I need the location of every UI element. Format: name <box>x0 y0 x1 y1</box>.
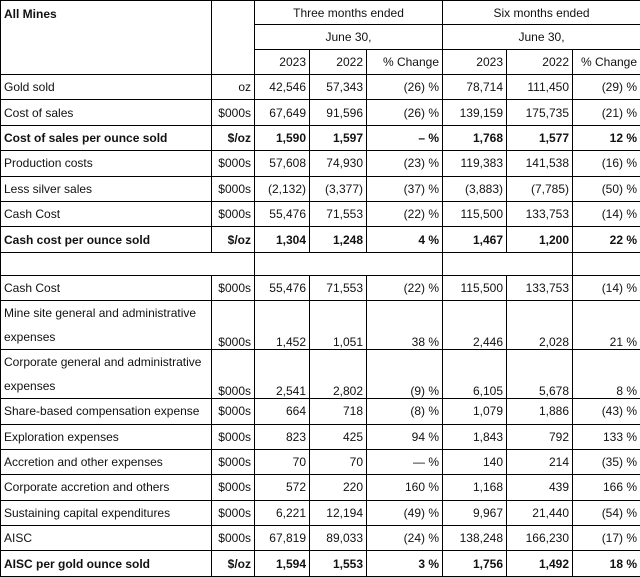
cell-hchg: (29) % <box>573 75 640 100</box>
table-row <box>1 100 640 125</box>
cell-h23: 1,756 <box>443 551 507 576</box>
spacer-cell <box>443 252 573 275</box>
cell-q23: 67,819 <box>255 526 310 551</box>
cell-h22: (7,785) <box>507 176 573 201</box>
cell-q23: 1,452 <box>255 301 310 350</box>
cell-hchg: (54) % <box>573 500 640 525</box>
cell-h22: 133,753 <box>507 275 573 300</box>
cell-h23: 6,105 <box>443 350 507 399</box>
cell-qchg: – % <box>367 125 443 150</box>
cell-label: AISC per gold ounce sold <box>1 551 212 576</box>
table-row <box>1 201 640 226</box>
h-2022-header: 2022 <box>507 50 573 75</box>
q-2022-header: 2022 <box>310 50 367 75</box>
spacer-cell <box>573 252 640 275</box>
cell-h23: 138,248 <box>443 526 507 551</box>
table-row <box>1 449 640 474</box>
table-row <box>1 125 640 150</box>
cell-h23: 119,383 <box>443 151 507 176</box>
cell-label: Cost of sales <box>1 100 212 125</box>
cell-q22: 70 <box>310 449 367 474</box>
table-row <box>1 75 640 100</box>
table-row <box>1 475 640 500</box>
cell-unit: $000s <box>212 151 255 176</box>
cell-label: Sustaining capital expenditures <box>1 500 212 525</box>
cell-hchg: 166 % <box>573 475 640 500</box>
cell-hchg: (17) % <box>573 526 640 551</box>
cell-qchg: (8) % <box>367 399 443 424</box>
cell-label: Mine site general and administrative expenses <box>1 301 212 350</box>
cell-h23: 78,714 <box>443 75 507 100</box>
table-row <box>1 227 640 252</box>
cell-qchg: 4 % <box>367 227 443 252</box>
cell-qchg: (24) % <box>367 526 443 551</box>
unit-header <box>212 1 255 75</box>
cell-q22: 71,553 <box>310 201 367 226</box>
cell-qchg: (23) % <box>367 151 443 176</box>
cell-h23: 9,967 <box>443 500 507 525</box>
cell-qchg: (26) % <box>367 100 443 125</box>
cell-q23: 1,590 <box>255 125 310 150</box>
cell-label: Corporate general and administrative expenses <box>1 350 212 399</box>
cell-unit: $/oz <box>212 125 255 150</box>
six-months-header: Six months ended <box>443 1 640 25</box>
cell-unit: $000s <box>212 399 255 424</box>
table-row <box>1 350 640 399</box>
cell-qchg: — % <box>367 449 443 474</box>
cell-unit: $000s <box>212 475 255 500</box>
cell-q23: 1,304 <box>255 227 310 252</box>
cell-h22: 111,450 <box>507 75 573 100</box>
spacer-cell <box>255 252 443 275</box>
table-row <box>1 301 640 350</box>
cell-unit: $000s <box>212 301 255 350</box>
h-change-header: % Change <box>573 50 640 75</box>
spacer-cell <box>1 252 255 275</box>
cell-h22: 1,200 <box>507 227 573 252</box>
cell-q22: 74,930 <box>310 151 367 176</box>
cell-hchg: (50) % <box>573 176 640 201</box>
cell-q22: 718 <box>310 399 367 424</box>
cell-q23: 6,221 <box>255 500 310 525</box>
cell-unit: $000s <box>212 350 255 399</box>
cell-h22: 133,753 <box>507 201 573 226</box>
table-title: All Mines <box>1 1 212 75</box>
cell-q22: 57,343 <box>310 75 367 100</box>
cell-q23: 823 <box>255 424 310 449</box>
cell-hchg: (16) % <box>573 151 640 176</box>
cell-q22: 2,802 <box>310 350 367 399</box>
cell-hchg: (35) % <box>573 449 640 474</box>
cell-label: Share-based compensation expense <box>1 399 212 424</box>
cell-q22: 1,553 <box>310 551 367 576</box>
three-months-header: Three months ended <box>255 1 443 25</box>
cell-h22: 1,577 <box>507 125 573 150</box>
cell-hchg: 133 % <box>573 424 640 449</box>
cell-unit: $000s <box>212 424 255 449</box>
cell-q23: 57,608 <box>255 151 310 176</box>
cell-qchg: (37) % <box>367 176 443 201</box>
cell-label: Gold sold <box>1 75 212 100</box>
cell-h22: 175,735 <box>507 100 573 125</box>
cell-q22: 91,596 <box>310 100 367 125</box>
cell-h23: 1,843 <box>443 424 507 449</box>
cell-label: Less silver sales <box>1 176 212 201</box>
cell-q23: 2,541 <box>255 350 310 399</box>
cell-unit: $000s <box>212 176 255 201</box>
cell-unit: $000s <box>212 201 255 226</box>
cell-h23: (3,883) <box>443 176 507 201</box>
q-2023-header: 2023 <box>255 50 310 75</box>
cell-q23: 55,476 <box>255 275 310 300</box>
three-months-period: June 30, <box>255 25 443 50</box>
cell-qchg: (26) % <box>367 75 443 100</box>
cell-h23: 2,446 <box>443 301 507 350</box>
cell-h22: 21,440 <box>507 500 573 525</box>
cell-unit: $/oz <box>212 551 255 576</box>
table-row <box>1 526 640 551</box>
cell-h23: 115,500 <box>443 275 507 300</box>
cell-h22: 439 <box>507 475 573 500</box>
h-2023-header: 2023 <box>443 50 507 75</box>
cell-h22: 792 <box>507 424 573 449</box>
cell-h23: 1,768 <box>443 125 507 150</box>
cell-h23: 1,467 <box>443 227 507 252</box>
cell-unit: $000s <box>212 275 255 300</box>
cell-label: Cash Cost <box>1 275 212 300</box>
table-row <box>1 275 640 300</box>
spacer-row <box>1 252 640 275</box>
cell-q22: 12,194 <box>310 500 367 525</box>
cell-hchg: (43) % <box>573 399 640 424</box>
cell-qchg: (22) % <box>367 275 443 300</box>
cell-h23: 140 <box>443 449 507 474</box>
cell-q23: 42,546 <box>255 75 310 100</box>
table-row <box>1 500 640 525</box>
table-row <box>1 551 640 576</box>
table-row <box>1 151 640 176</box>
cell-h22: 214 <box>507 449 573 474</box>
cell-q22: 89,033 <box>310 526 367 551</box>
cell-qchg: 3 % <box>367 551 443 576</box>
cell-hchg: 22 % <box>573 227 640 252</box>
cell-q22: 1,051 <box>310 301 367 350</box>
cell-qchg: 160 % <box>367 475 443 500</box>
cell-h22: 5,678 <box>507 350 573 399</box>
cell-q23: 664 <box>255 399 310 424</box>
cell-h23: 1,168 <box>443 475 507 500</box>
cell-hchg: (21) % <box>573 100 640 125</box>
q-change-header: % Change <box>367 50 443 75</box>
cell-label: Accretion and other expenses <box>1 449 212 474</box>
cell-label: Cost of sales per ounce sold <box>1 125 212 150</box>
cell-hchg: (14) % <box>573 201 640 226</box>
cell-q23: 1,594 <box>255 551 310 576</box>
cell-unit: oz <box>212 75 255 100</box>
cell-h22: 1,886 <box>507 399 573 424</box>
cell-q23: 67,649 <box>255 100 310 125</box>
cell-qchg: (49) % <box>367 500 443 525</box>
cell-q22: 220 <box>310 475 367 500</box>
cell-h23: 1,079 <box>443 399 507 424</box>
table-row <box>1 399 640 424</box>
cell-q23: 55,476 <box>255 201 310 226</box>
cell-qchg: 38 % <box>367 301 443 350</box>
cell-qchg: (9) % <box>367 350 443 399</box>
six-months-period: June 30, <box>443 25 640 50</box>
cell-hchg: 21 % <box>573 301 640 350</box>
cell-h22: 141,538 <box>507 151 573 176</box>
cell-label: AISC <box>1 526 212 551</box>
cell-h22: 166,230 <box>507 526 573 551</box>
cell-hchg: (14) % <box>573 275 640 300</box>
cell-qchg: (22) % <box>367 201 443 226</box>
cell-h22: 2,028 <box>507 301 573 350</box>
cell-label: Corporate accretion and others <box>1 475 212 500</box>
cell-q22: 1,597 <box>310 125 367 150</box>
cell-label: Production costs <box>1 151 212 176</box>
cell-q22: 71,553 <box>310 275 367 300</box>
cell-unit: $/oz <box>212 227 255 252</box>
table-row <box>1 176 640 201</box>
cell-q23: (2,132) <box>255 176 310 201</box>
cell-qchg: 94 % <box>367 424 443 449</box>
cell-q22: 425 <box>310 424 367 449</box>
table-row <box>1 424 640 449</box>
cell-q23: 572 <box>255 475 310 500</box>
cell-h23: 139,159 <box>443 100 507 125</box>
cell-hchg: 18 % <box>573 551 640 576</box>
cell-unit: $000s <box>212 100 255 125</box>
cell-hchg: 8 % <box>573 350 640 399</box>
cell-h22: 1,492 <box>507 551 573 576</box>
cell-unit: $000s <box>212 526 255 551</box>
cell-unit: $000s <box>212 449 255 474</box>
cell-h23: 115,500 <box>443 201 507 226</box>
cell-hchg: 12 % <box>573 125 640 150</box>
cell-q22: 1,248 <box>310 227 367 252</box>
cell-label: Cash cost per ounce sold <box>1 227 212 252</box>
cell-label: Exploration expenses <box>1 424 212 449</box>
cell-q23: 70 <box>255 449 310 474</box>
cell-q22: (3,377) <box>310 176 367 201</box>
cell-unit: $000s <box>212 500 255 525</box>
cell-label: Cash Cost <box>1 201 212 226</box>
